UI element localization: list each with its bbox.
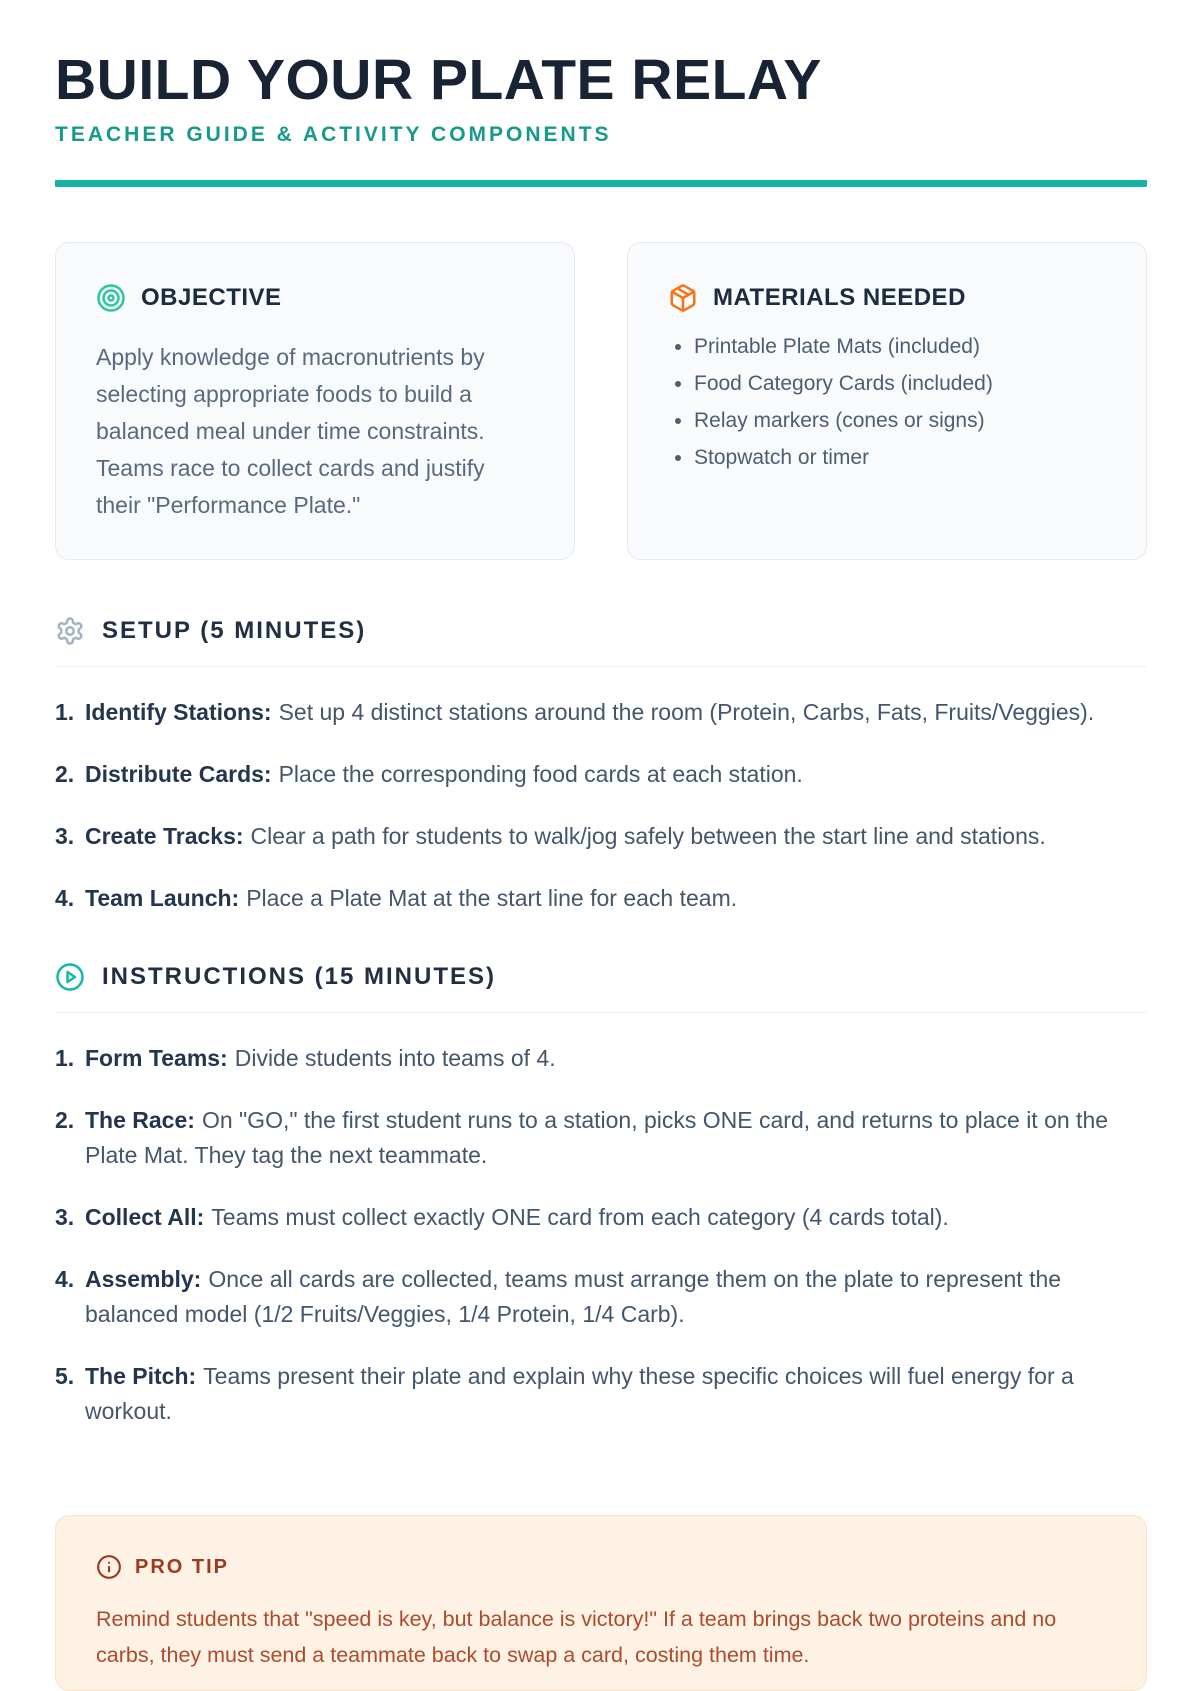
step-number: 1. (55, 699, 75, 725)
summary-cards-row (55, 242, 1147, 560)
step-content (85, 1200, 1147, 1235)
step-label: Form Teams: (85, 1045, 228, 1071)
step-label: The Race: (85, 1107, 195, 1133)
setup-step (55, 819, 1147, 854)
step-label: Assembly: (85, 1266, 202, 1292)
step-text: Teams present their plate and explain why these specific choices will fuel energy for a workout. (85, 1363, 1074, 1424)
materials-list (668, 335, 1106, 470)
materials-list-item: • Relay markers (cones or signs) (694, 409, 1106, 433)
objective-card-header (96, 283, 534, 313)
step-text: On "GO," the first student runs to a station, picks ONE card, and returns to place it on the Plate Mat. They tag the next teammate. (85, 1107, 1109, 1168)
accent-divider (55, 180, 1147, 187)
objective-card-title: OBJECTIVE (141, 284, 282, 311)
step-content (85, 1262, 1147, 1332)
instructions-section-title: INSTRUCTIONS (15 MINUTES) (102, 963, 497, 990)
step-number: 1. (55, 1045, 75, 1071)
materials-list-item: • Food Category Cards (included) (694, 372, 1106, 396)
setup-step (55, 881, 1147, 916)
play-circle-icon (55, 962, 85, 992)
step-number: 3. (55, 1204, 75, 1230)
step-label: Team Launch: (85, 885, 240, 911)
step-number: 5. (55, 1363, 75, 1389)
step-number: 2. (55, 761, 75, 787)
step-text: Clear a path for students to walk/jog safely between the start line and stations. (250, 823, 1046, 849)
instruction-step (55, 1103, 1147, 1173)
pro-tip-body: Remind students that "speed is key, but balance is victory!" If a team brings back two proteins and no carbs, they must send a teammate back to swap a card, costing them time. (96, 1607, 1057, 1667)
step-text: Place a Plate Mat at the start line for each team. (246, 885, 738, 911)
gear-icon (55, 616, 85, 646)
pro-tip-header (96, 1554, 1106, 1580)
step-content (85, 757, 1147, 792)
step-content (85, 1359, 1147, 1429)
objective-card (55, 242, 575, 560)
page-subtitle: TEACHER GUIDE & ACTIVITY COMPONENTS (55, 123, 612, 146)
step-label: Identify Stations: (85, 699, 272, 725)
step-label: Create Tracks: (85, 823, 244, 849)
materials-card-header (668, 283, 1106, 313)
materials-card-title: MATERIALS NEEDED (713, 284, 966, 311)
step-number: 2. (55, 1107, 75, 1133)
target-icon (96, 283, 126, 313)
step-text: Divide students into teams of 4. (234, 1045, 556, 1071)
step-text: Once all cards are collected, teams must arrange them on the plate to represent the balanced model (1/2 Fruits/Veggies, 1/4 Protein, 1/4 Carb). (85, 1266, 1062, 1327)
step-content (85, 881, 1147, 916)
package-icon (668, 283, 698, 313)
step-text: Set up 4 distinct stations around the room (Protein, Carbs, Fats, Fruits/Veggies). (278, 699, 1095, 725)
info-icon (96, 1554, 122, 1580)
pro-tip-title: PRO TIP (135, 1555, 230, 1578)
instructions-steps-list (55, 1041, 1147, 1429)
instructions-section-heading (55, 962, 1147, 1013)
step-number: 4. (55, 1266, 75, 1292)
step-content (85, 695, 1147, 730)
setup-step (55, 695, 1147, 730)
materials-list-item: • Printable Plate Mats (included) (694, 335, 1106, 359)
materials-card (627, 242, 1147, 560)
step-label: The Pitch: (85, 1363, 197, 1389)
instruction-step (55, 1359, 1147, 1429)
instruction-step (55, 1262, 1147, 1332)
step-text: Teams must collect exactly ONE card from each category (4 cards total). (211, 1204, 949, 1230)
step-number: 4. (55, 885, 75, 911)
step-content (85, 819, 1147, 854)
setup-section-title: SETUP (5 MINUTES) (102, 617, 367, 644)
step-content (85, 1103, 1147, 1173)
step-label: Distribute Cards: (85, 761, 272, 787)
instruction-step (55, 1041, 1147, 1076)
setup-section-heading (55, 616, 1147, 667)
page-title: BUILD YOUR PLATE RELAY (55, 48, 822, 112)
materials-list-item: • Stopwatch or timer (694, 446, 1106, 470)
step-text: Place the corresponding food cards at each station. (278, 761, 803, 787)
setup-steps-list (55, 695, 1147, 916)
step-number: 3. (55, 823, 75, 849)
step-content (85, 1041, 1147, 1076)
step-label: Collect All: (85, 1204, 205, 1230)
pro-tip-callout (55, 1515, 1147, 1691)
objective-card-body: Apply knowledge of macronutrients by selecting appropriate foods to build a balanced meal under time constraints. Teams race to collect cards and justify their "Performance Plate." (96, 344, 485, 518)
setup-step (55, 757, 1147, 792)
instruction-step (55, 1200, 1147, 1235)
